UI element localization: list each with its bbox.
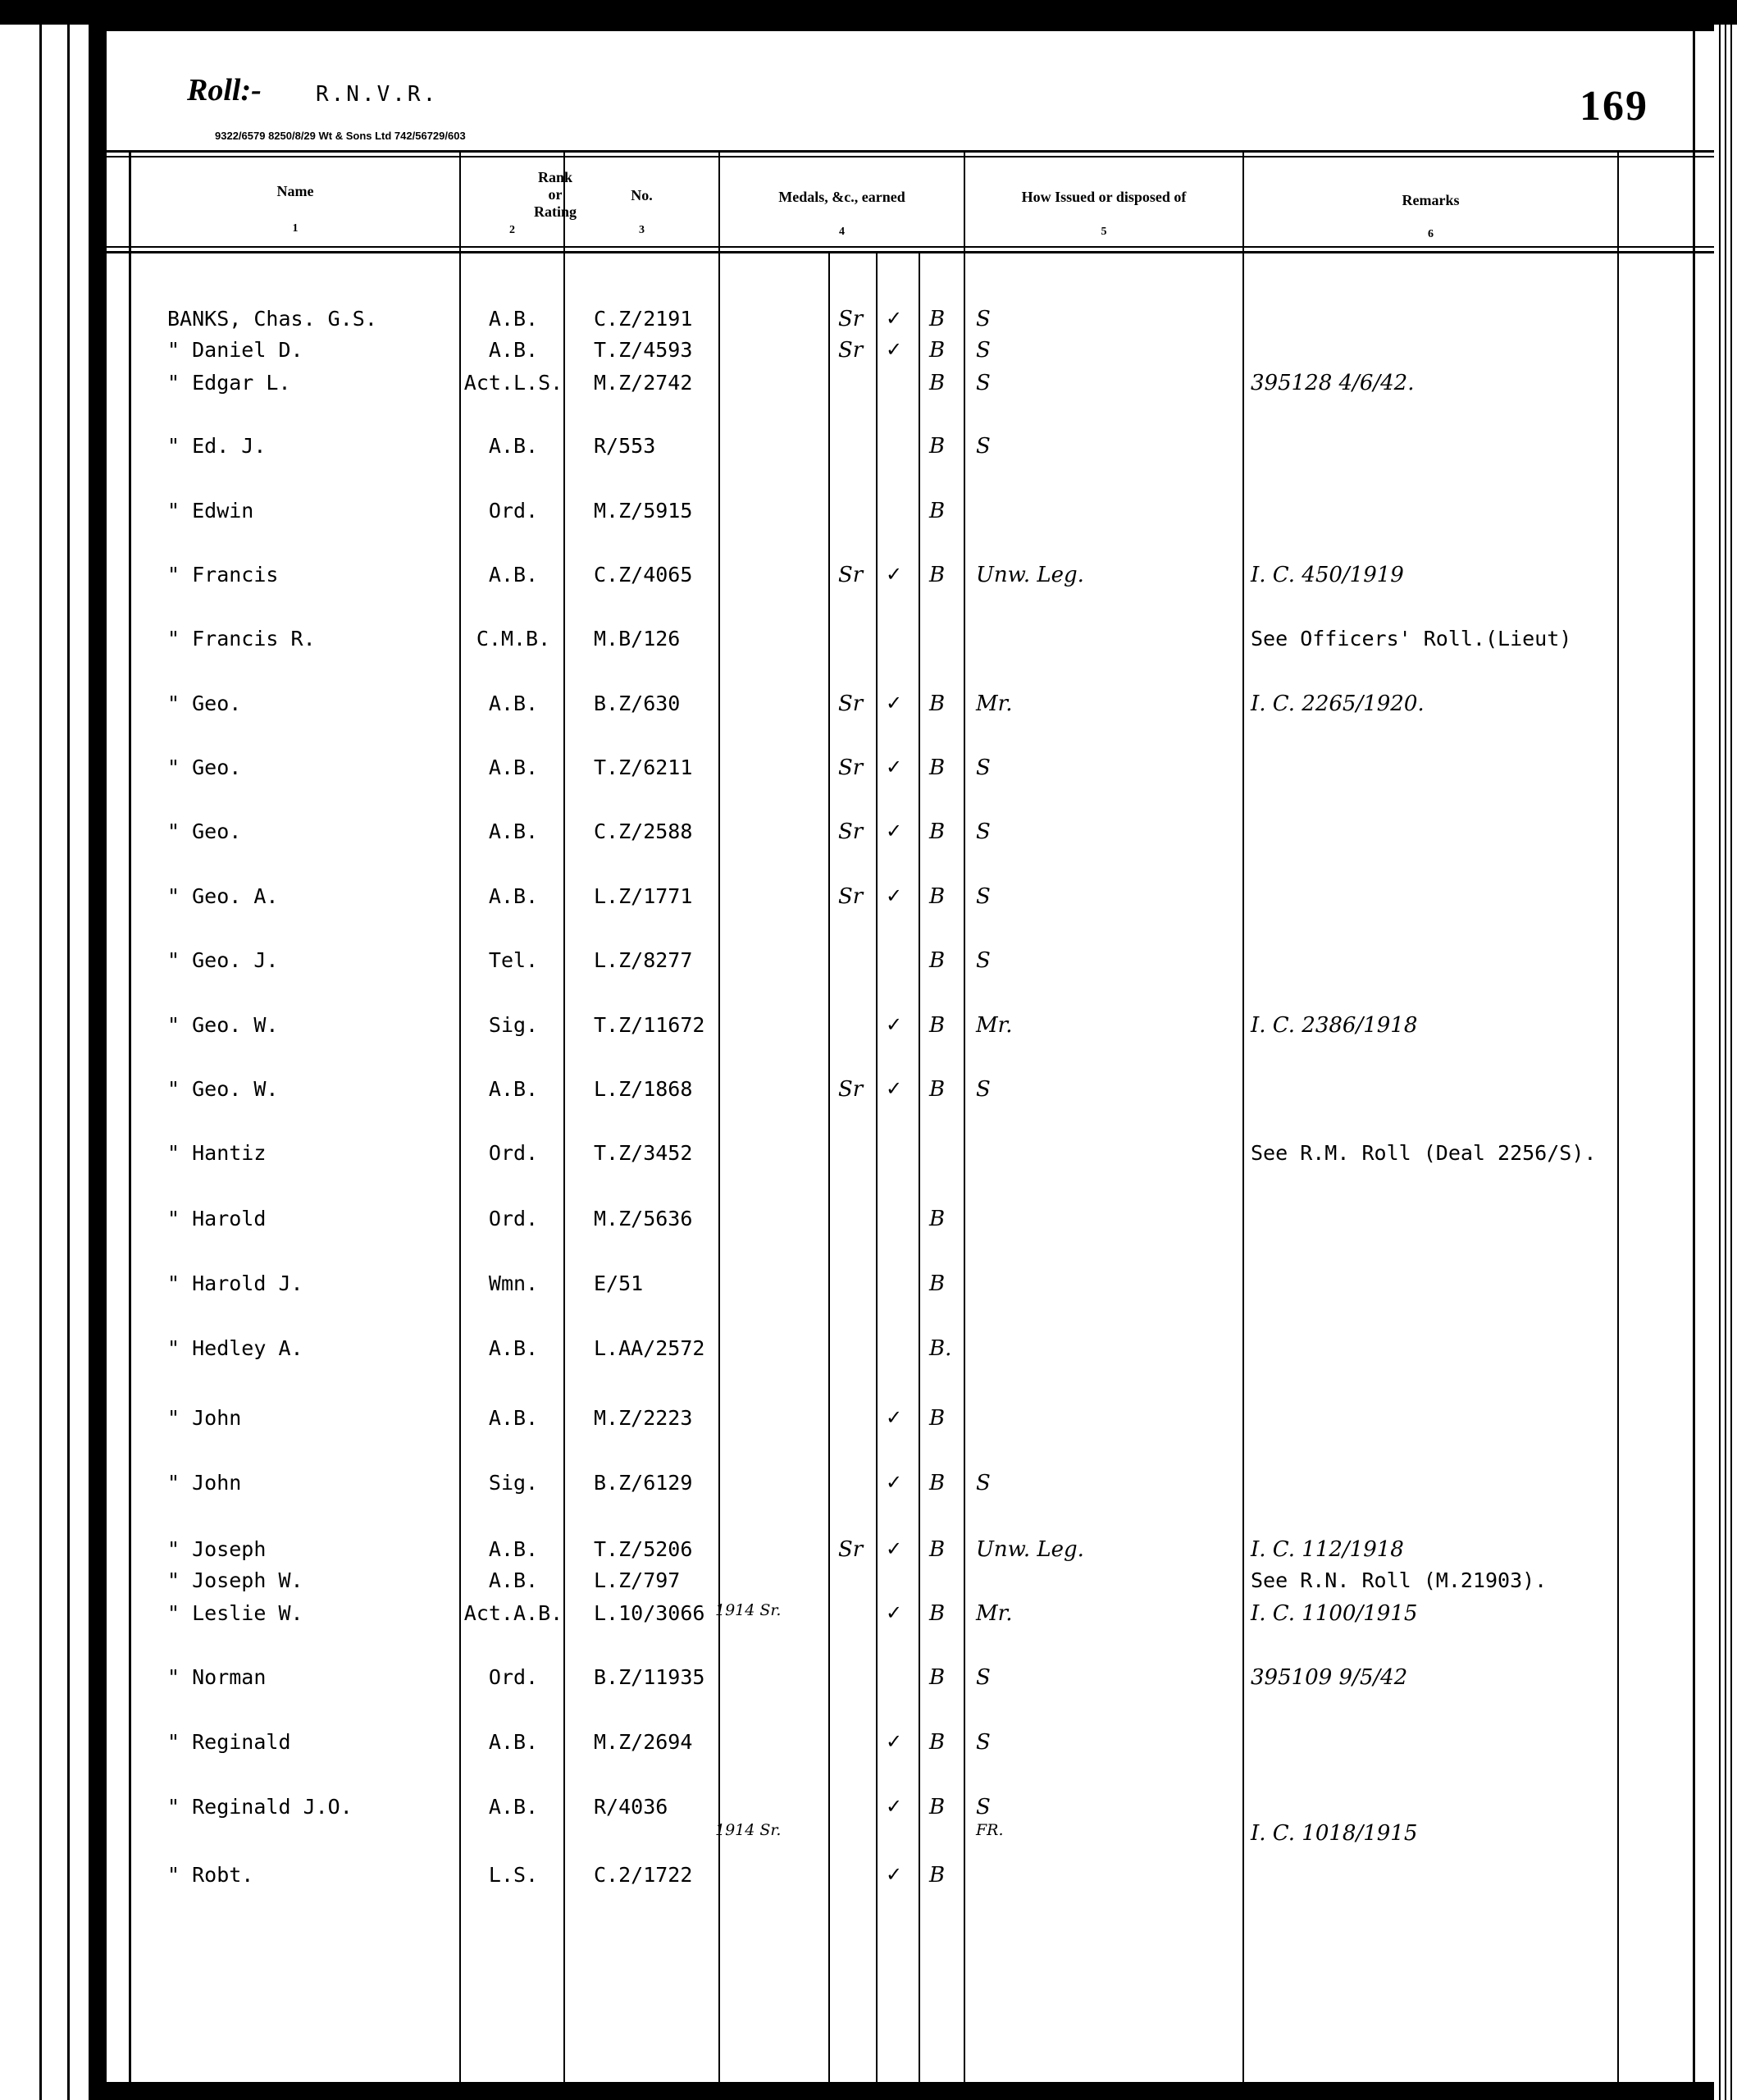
- row-14-star: Sr: [838, 1077, 864, 1102]
- row-11-rank: A.B.: [488, 884, 539, 908]
- row-23-vm: B: [929, 1601, 946, 1626]
- row-17-rank: Wmn.: [488, 1271, 539, 1295]
- row-1-no: C.Z/2191: [594, 307, 693, 331]
- row-2-no: T.Z/4593: [594, 338, 693, 362]
- row-22-remarks: See R.N. Roll (M.21903).: [1251, 1568, 1548, 1592]
- row-16-vm: B: [929, 1207, 946, 1231]
- row-6-remarks: I. C. 450/1919: [1251, 563, 1404, 587]
- row-2-name: " Daniel D.: [167, 338, 303, 362]
- row-24-vm: B: [929, 1665, 946, 1690]
- row-13-issued: Mr.: [976, 1013, 1013, 1038]
- row-9-star: Sr: [838, 756, 864, 780]
- row-27-no: C.2/1722: [594, 1863, 693, 1887]
- row-19-vm: B: [929, 1406, 946, 1431]
- row-12-no: L.Z/8277: [594, 948, 693, 972]
- row-1-name: BANKS, Chas. G.S.: [167, 307, 377, 331]
- row-22-no: L.Z/797: [594, 1568, 681, 1592]
- row-6-star: Sr: [838, 563, 864, 587]
- row-4-no: R/553: [594, 434, 656, 458]
- row-8-issued: Mr.: [976, 692, 1013, 716]
- row-19-no: M.Z/2223: [594, 1406, 693, 1430]
- page-edge-strip: [1714, 25, 1737, 2100]
- row-26-rank: A.B.: [488, 1795, 539, 1819]
- row-3-rank: Act.L.S.: [463, 371, 563, 395]
- binding-strip: [0, 25, 89, 2100]
- col-num-number: 3: [639, 224, 645, 236]
- column-rule: [1242, 150, 1244, 2082]
- row-8-star: Sr: [838, 692, 864, 716]
- row-20-rank: Sig.: [488, 1471, 539, 1495]
- row-6-vm: B: [929, 563, 946, 587]
- row-3-no: M.Z/2742: [594, 371, 693, 395]
- row-4-issued: S: [976, 434, 991, 459]
- column-rule: [563, 150, 565, 2082]
- column-rule: [129, 150, 131, 2082]
- row-24-issued: S: [976, 1665, 991, 1690]
- row-7-name: " Francis R.: [167, 627, 316, 651]
- roll-label: Roll:-: [187, 73, 262, 107]
- row-22-name: " Joseph W.: [167, 1568, 303, 1592]
- row-27-vm: B: [929, 1863, 946, 1888]
- row-10-no: C.Z/2588: [594, 819, 693, 843]
- row-5-rank: Ord.: [488, 499, 539, 523]
- row-21-issued: Unw. Leg.: [976, 1537, 1084, 1562]
- row-25-rank: A.B.: [488, 1730, 539, 1754]
- row-1-star: Sr: [838, 307, 864, 331]
- row-5-name: " Edwin: [167, 499, 254, 523]
- row-11-bwm: ✓: [886, 884, 903, 907]
- row-18-no: L.AA/2572: [594, 1336, 705, 1360]
- row-10-name: " Geo.: [167, 819, 242, 843]
- row-19-rank: A.B.: [488, 1406, 539, 1430]
- row-14-no: L.Z/1868: [594, 1077, 693, 1101]
- row-9-issued: S: [976, 756, 991, 780]
- header-rule-top: [107, 150, 1714, 153]
- row-24-remarks: 395109 9/5/42: [1251, 1665, 1408, 1690]
- row-6-issued: Unw. Leg.: [976, 563, 1084, 587]
- row-15-rank: Ord.: [488, 1141, 539, 1165]
- row-26-bwm: ✓: [886, 1795, 903, 1818]
- row-24-name: " Norman: [167, 1665, 267, 1689]
- row-11-vm: B: [929, 884, 946, 909]
- row-2-bwm: ✓: [886, 338, 903, 361]
- row-2-vm: B: [929, 338, 946, 363]
- row-16-rank: Ord.: [488, 1207, 539, 1230]
- row-23-no: L.10/3066: [594, 1601, 705, 1625]
- row-4-rank: A.B.: [488, 434, 539, 458]
- row-26-issued: S: [976, 1795, 991, 1819]
- row-16-no: M.Z/5636: [594, 1207, 693, 1230]
- row-21-vm: B: [929, 1537, 946, 1562]
- row-20-issued: S: [976, 1471, 991, 1495]
- col-num-rank: 2: [509, 224, 515, 236]
- row-6-rank: A.B.: [488, 563, 539, 587]
- row-26-name: " Reginald J.O.: [167, 1795, 353, 1819]
- row-12-rank: Tel.: [488, 948, 539, 972]
- row-21-rank: A.B.: [488, 1537, 539, 1561]
- row-10-vm: B: [929, 819, 946, 844]
- column-rule: [459, 150, 461, 2082]
- row-14-name: " Geo. W.: [167, 1077, 279, 1101]
- col-header-medals: Medals, &c., earned: [778, 189, 905, 205]
- row-5-vm: B: [929, 499, 946, 523]
- row-8-name: " Geo.: [167, 692, 242, 715]
- row-4-name: " Ed. J.: [167, 434, 267, 458]
- row-15-remarks: See R.M. Roll (Deal 2256/S).: [1251, 1141, 1597, 1165]
- row-12-name: " Geo. J.: [167, 948, 279, 972]
- roll-value: R.N.V.R.: [316, 82, 439, 107]
- row-3-remarks: 395128 4/6/42.: [1251, 371, 1415, 395]
- row-14-vm: B: [929, 1077, 946, 1102]
- col-num-name: 1: [292, 222, 299, 235]
- row-9-name: " Geo.: [167, 756, 242, 779]
- row-24-no: B.Z/11935: [594, 1665, 705, 1689]
- col-header-remarks: Remarks: [1402, 192, 1460, 208]
- row-1-vm: B: [929, 307, 946, 331]
- row-25-vm: B: [929, 1730, 946, 1755]
- row-10-issued: S: [976, 819, 991, 844]
- col-header-rank: Rank or Rating: [533, 169, 577, 220]
- row-11-name: " Geo. A.: [167, 884, 279, 908]
- row-1-issued: S: [976, 307, 991, 331]
- medal-subcolumn-rule: [828, 253, 830, 2082]
- col-num-medals: 4: [839, 226, 845, 238]
- row-7-remarks: See Officers' Roll.(Lieut): [1251, 627, 1572, 651]
- row-25-name: " Reginald: [167, 1730, 291, 1754]
- row-9-rank: A.B.: [488, 756, 539, 779]
- row-9-vm: B: [929, 756, 946, 780]
- row-26-vm: B: [929, 1795, 946, 1819]
- row-10-rank: A.B.: [488, 819, 539, 843]
- row-17-no: E/51: [594, 1271, 644, 1295]
- col-header-number: No.: [631, 187, 653, 203]
- row-8-remarks: I. C. 2265/1920.: [1251, 692, 1425, 716]
- row-4-vm: B: [929, 434, 946, 459]
- row-11-no: L.Z/1771: [594, 884, 693, 908]
- row-26-remarks: I. C. 1018/1915: [1251, 1821, 1418, 1846]
- row-9-no: T.Z/6211: [594, 756, 693, 779]
- col-num-issued: 5: [1101, 226, 1107, 238]
- row-21-name: " Joseph: [167, 1537, 267, 1561]
- row-2-star: Sr: [838, 338, 864, 363]
- header-rule-bottom: [107, 246, 1714, 248]
- row-19-name: " John: [167, 1406, 242, 1430]
- row-17-name: " Harold J.: [167, 1271, 303, 1295]
- row-25-issued: S: [976, 1730, 991, 1755]
- row-1-rank: A.B.: [488, 307, 539, 331]
- medal-subcolumn-rule: [919, 253, 920, 2082]
- row-24-rank: Ord.: [488, 1665, 539, 1689]
- row-23-issued: Mr.: [976, 1601, 1013, 1626]
- row-12-vm: B: [929, 948, 946, 973]
- row-25-bwm: ✓: [886, 1730, 903, 1753]
- row-1-bwm: ✓: [886, 307, 903, 330]
- row-9-bwm: ✓: [886, 756, 903, 778]
- row-23-rank: Act.A.B.: [463, 1601, 563, 1625]
- row-13-name: " Geo. W.: [167, 1013, 279, 1037]
- row-6-no: C.Z/4065: [594, 563, 693, 587]
- row-18-vm: B.: [929, 1336, 952, 1361]
- row-7-rank: C.M.B.: [476, 627, 551, 651]
- row-21-remarks: I. C. 112/1918: [1251, 1537, 1404, 1562]
- row-26-no: R/4036: [594, 1795, 668, 1819]
- row-23-m: 1914 Sr.: [715, 1601, 782, 1619]
- row-23-name: " Leslie W.: [167, 1601, 303, 1625]
- row-10-star: Sr: [838, 819, 864, 844]
- row-6-name: " Francis: [167, 563, 279, 587]
- row-6-bwm: ✓: [886, 563, 903, 586]
- row-26-m: 1914 Sr.: [715, 1821, 782, 1839]
- row-20-vm: B: [929, 1471, 946, 1495]
- header-rule-top-inner: [107, 156, 1714, 158]
- print-reference: 9322/6579 8250/8/29 Wt & Sons Ltd 742/56729/603: [215, 130, 466, 142]
- row-23-remarks: I. C. 1100/1915: [1251, 1601, 1418, 1626]
- row-13-bwm: ✓: [886, 1013, 903, 1036]
- column-rule: [1617, 150, 1619, 2082]
- col-header-name: Name: [276, 183, 314, 199]
- col-header-issued: How Issued or disposed of: [1021, 189, 1187, 205]
- row-19-bwm: ✓: [886, 1406, 903, 1429]
- row-18-name: " Hedley A.: [167, 1336, 303, 1360]
- row-20-name: " John: [167, 1471, 242, 1495]
- row-26-issued-extra: FR.: [976, 1821, 1004, 1839]
- row-14-rank: A.B.: [488, 1077, 539, 1101]
- row-16-name: " Harold: [167, 1207, 267, 1230]
- row-23-bwm: ✓: [886, 1601, 903, 1624]
- row-14-bwm: ✓: [886, 1077, 903, 1100]
- row-3-issued: S: [976, 371, 991, 395]
- row-7-no: M.B/126: [594, 627, 681, 651]
- row-27-name: " Robt.: [167, 1863, 254, 1887]
- row-13-remarks: I. C. 2386/1918: [1251, 1013, 1418, 1038]
- row-21-star: Sr: [838, 1537, 864, 1562]
- col-num-remarks: 6: [1428, 228, 1434, 240]
- row-8-no: B.Z/630: [594, 692, 681, 715]
- roll-page: [107, 31, 1714, 2082]
- row-8-rank: A.B.: [488, 692, 539, 715]
- row-27-rank: L.S.: [488, 1863, 539, 1887]
- row-17-vm: B: [929, 1271, 946, 1296]
- row-8-bwm: ✓: [886, 692, 903, 714]
- row-21-no: T.Z/5206: [594, 1537, 693, 1561]
- row-3-vm: B: [929, 371, 946, 395]
- row-2-issued: S: [976, 338, 991, 363]
- row-5-no: M.Z/5915: [594, 499, 693, 523]
- row-2-rank: A.B.: [488, 338, 539, 362]
- row-27-bwm: ✓: [886, 1863, 903, 1886]
- row-21-bwm: ✓: [886, 1537, 903, 1560]
- row-14-issued: S: [976, 1077, 991, 1102]
- row-18-rank: A.B.: [488, 1336, 539, 1360]
- row-15-name: " Hantiz: [167, 1141, 267, 1165]
- row-12-issued: S: [976, 948, 991, 973]
- column-rule: [964, 150, 965, 2082]
- row-10-bwm: ✓: [886, 819, 903, 842]
- row-11-star: Sr: [838, 884, 864, 909]
- row-20-bwm: ✓: [886, 1471, 903, 1494]
- row-13-vm: B: [929, 1013, 946, 1038]
- row-13-no: T.Z/11672: [594, 1013, 705, 1037]
- medal-subcolumn-rule: [876, 253, 878, 2082]
- page-edge-rule: [1693, 31, 1695, 2082]
- row-13-rank: Sig.: [488, 1013, 539, 1037]
- row-8-vm: B: [929, 692, 946, 716]
- row-20-no: B.Z/6129: [594, 1471, 693, 1495]
- row-15-no: T.Z/3452: [594, 1141, 693, 1165]
- row-3-name: " Edgar L.: [167, 371, 291, 395]
- row-25-no: M.Z/2694: [594, 1730, 693, 1754]
- row-11-issued: S: [976, 884, 991, 909]
- column-rule: [718, 150, 720, 2082]
- header-rule-bottom-inner: [107, 251, 1714, 253]
- row-22-rank: A.B.: [488, 1568, 539, 1592]
- page-number: 169: [1580, 83, 1648, 130]
